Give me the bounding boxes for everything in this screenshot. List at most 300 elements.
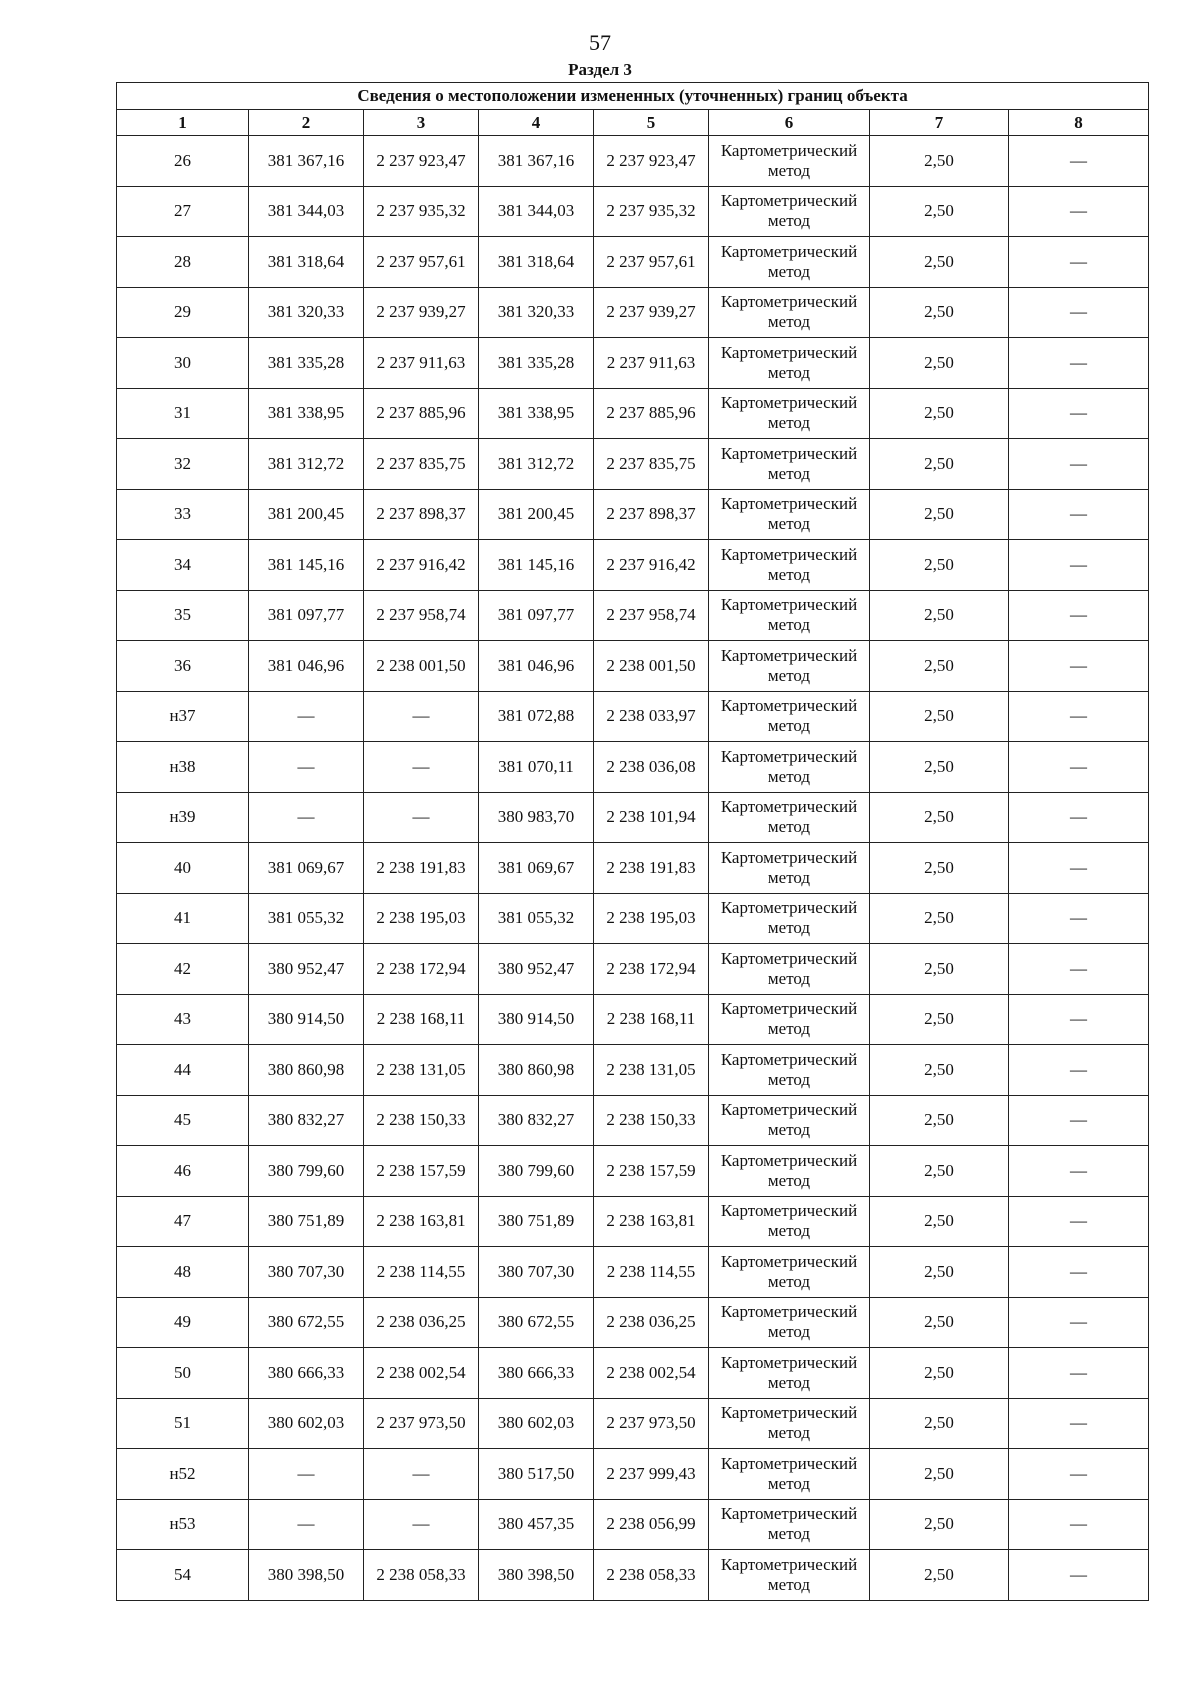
x-new-cell: 380 799,60 bbox=[479, 1146, 594, 1197]
description-cell: — bbox=[1009, 590, 1149, 641]
description-cell: — bbox=[1009, 641, 1149, 692]
x-existing-cell: — bbox=[249, 1449, 364, 1500]
method-text: Картометрический метод bbox=[720, 1504, 858, 1544]
y-new-cell: 2 237 973,50 bbox=[594, 1398, 709, 1449]
method-text: Картометрический метод bbox=[720, 645, 858, 685]
y-new-cell: 2 238 195,03 bbox=[594, 893, 709, 944]
accuracy-cell: 2,50 bbox=[870, 1095, 1009, 1146]
method-cell bbox=[709, 186, 870, 237]
method-text: Картометрический метод bbox=[720, 140, 858, 180]
table-row bbox=[117, 1247, 1149, 1298]
y-existing-cell: 2 237 939,27 bbox=[364, 287, 479, 338]
x-new-cell: 381 344,03 bbox=[479, 186, 594, 237]
method-text: Картометрический метод bbox=[720, 1150, 858, 1190]
method-text: Картометрический метод bbox=[720, 393, 858, 433]
method-cell bbox=[709, 994, 870, 1045]
x-new-cell: 381 320,33 bbox=[479, 287, 594, 338]
point-number-cell: 49 bbox=[117, 1297, 249, 1348]
method-cell bbox=[709, 1449, 870, 1500]
method-cell bbox=[709, 1499, 870, 1550]
accuracy-cell: 2,50 bbox=[870, 1196, 1009, 1247]
x-new-cell: 381 055,32 bbox=[479, 893, 594, 944]
x-new-cell: 380 517,50 bbox=[479, 1449, 594, 1500]
y-existing-cell: 2 237 935,32 bbox=[364, 186, 479, 237]
x-new-cell: 380 707,30 bbox=[479, 1247, 594, 1298]
x-new-cell: 380 914,50 bbox=[479, 994, 594, 1045]
table-row bbox=[117, 641, 1149, 692]
accuracy-cell: 2,50 bbox=[870, 338, 1009, 389]
x-new-cell: 381 200,45 bbox=[479, 489, 594, 540]
method-cell bbox=[709, 893, 870, 944]
method-cell bbox=[709, 237, 870, 288]
table-row bbox=[117, 691, 1149, 742]
point-number-cell: 28 bbox=[117, 237, 249, 288]
y-new-cell: 2 237 999,43 bbox=[594, 1449, 709, 1500]
point-number-cell: 30 bbox=[117, 338, 249, 389]
y-new-cell: 2 238 131,05 bbox=[594, 1045, 709, 1096]
x-existing-cell: 381 312,72 bbox=[249, 439, 364, 490]
y-new-cell: 2 238 114,55 bbox=[594, 1247, 709, 1298]
table-row bbox=[117, 388, 1149, 439]
y-existing-cell: 2 237 957,61 bbox=[364, 237, 479, 288]
description-cell: — bbox=[1009, 1449, 1149, 1500]
point-number-cell: 26 bbox=[117, 136, 249, 187]
accuracy-cell: 2,50 bbox=[870, 1499, 1009, 1550]
x-new-cell: 381 070,11 bbox=[479, 742, 594, 793]
accuracy-cell: 2,50 bbox=[870, 287, 1009, 338]
column-header: 7 bbox=[870, 110, 1009, 136]
x-existing-cell: 380 398,50 bbox=[249, 1550, 364, 1601]
description-cell: — bbox=[1009, 136, 1149, 187]
accuracy-cell: 2,50 bbox=[870, 1348, 1009, 1399]
description-cell: — bbox=[1009, 893, 1149, 944]
method-text: Картометрический метод bbox=[720, 1453, 858, 1493]
method-cell bbox=[709, 1550, 870, 1601]
x-existing-cell: — bbox=[249, 742, 364, 793]
y-new-cell: 2 237 958,74 bbox=[594, 590, 709, 641]
x-existing-cell: 381 318,64 bbox=[249, 237, 364, 288]
x-new-cell: 380 860,98 bbox=[479, 1045, 594, 1096]
x-new-cell: 380 398,50 bbox=[479, 1550, 594, 1601]
y-existing-cell: 2 237 898,37 bbox=[364, 489, 479, 540]
accuracy-cell: 2,50 bbox=[870, 1449, 1009, 1500]
y-existing-cell: 2 237 911,63 bbox=[364, 338, 479, 389]
description-cell: — bbox=[1009, 388, 1149, 439]
accuracy-cell: 2,50 bbox=[870, 439, 1009, 490]
point-number-cell: 42 bbox=[117, 944, 249, 995]
method-cell bbox=[709, 540, 870, 591]
method-text: Картометрический метод bbox=[720, 1251, 858, 1291]
x-existing-cell: 381 145,16 bbox=[249, 540, 364, 591]
method-cell bbox=[709, 1146, 870, 1197]
y-existing-cell: 2 238 002,54 bbox=[364, 1348, 479, 1399]
y-new-cell: 2 237 885,96 bbox=[594, 388, 709, 439]
column-header: 8 bbox=[1009, 110, 1149, 136]
y-existing-cell: 2 238 172,94 bbox=[364, 944, 479, 995]
y-new-cell: 2 237 935,32 bbox=[594, 186, 709, 237]
y-new-cell: 2 237 923,47 bbox=[594, 136, 709, 187]
point-number-cell: 36 bbox=[117, 641, 249, 692]
page-number: 57 bbox=[589, 30, 611, 55]
description-cell: — bbox=[1009, 1297, 1149, 1348]
point-number-cell: 41 bbox=[117, 893, 249, 944]
y-new-cell: 2 238 036,08 bbox=[594, 742, 709, 793]
y-new-cell: 2 238 191,83 bbox=[594, 843, 709, 894]
accuracy-cell: 2,50 bbox=[870, 1550, 1009, 1601]
description-cell: — bbox=[1009, 742, 1149, 793]
column-header: 4 bbox=[479, 110, 594, 136]
y-new-cell: 2 238 033,97 bbox=[594, 691, 709, 742]
x-existing-cell: 380 799,60 bbox=[249, 1146, 364, 1197]
description-cell: — bbox=[1009, 237, 1149, 288]
table-row bbox=[117, 1449, 1149, 1500]
method-text: Картометрический метод bbox=[720, 1049, 858, 1089]
y-new-cell: 2 238 001,50 bbox=[594, 641, 709, 692]
x-existing-cell: 381 367,16 bbox=[249, 136, 364, 187]
y-existing-cell: 2 238 131,05 bbox=[364, 1045, 479, 1096]
point-number-cell: 44 bbox=[117, 1045, 249, 1096]
x-existing-cell: 381 338,95 bbox=[249, 388, 364, 439]
x-new-cell: 381 072,88 bbox=[479, 691, 594, 742]
table-row bbox=[117, 843, 1149, 894]
accuracy-cell: 2,50 bbox=[870, 388, 1009, 439]
section-title: Раздел 3 bbox=[568, 60, 632, 79]
y-new-cell: 2 237 898,37 bbox=[594, 489, 709, 540]
x-existing-cell: — bbox=[249, 691, 364, 742]
y-new-cell: 2 237 939,27 bbox=[594, 287, 709, 338]
description-cell: — bbox=[1009, 792, 1149, 843]
accuracy-cell: 2,50 bbox=[870, 1045, 1009, 1096]
x-new-cell: 380 832,27 bbox=[479, 1095, 594, 1146]
y-existing-cell: 2 238 001,50 bbox=[364, 641, 479, 692]
column-header: 3 bbox=[364, 110, 479, 136]
y-new-cell: 2 238 172,94 bbox=[594, 944, 709, 995]
x-new-cell: 380 983,70 bbox=[479, 792, 594, 843]
y-existing-cell: — bbox=[364, 1499, 479, 1550]
x-existing-cell: 381 344,03 bbox=[249, 186, 364, 237]
x-new-cell: 380 672,55 bbox=[479, 1297, 594, 1348]
point-number-cell: 29 bbox=[117, 287, 249, 338]
method-text: Картометрический метод bbox=[720, 898, 858, 938]
x-existing-cell: 381 069,67 bbox=[249, 843, 364, 894]
point-number-cell: 33 bbox=[117, 489, 249, 540]
y-existing-cell: 2 238 157,59 bbox=[364, 1146, 479, 1197]
x-existing-cell: 381 200,45 bbox=[249, 489, 364, 540]
method-cell bbox=[709, 136, 870, 187]
method-cell bbox=[709, 439, 870, 490]
description-cell: — bbox=[1009, 287, 1149, 338]
method-text: Картометрический метод bbox=[720, 494, 858, 534]
y-new-cell: 2 238 002,54 bbox=[594, 1348, 709, 1399]
accuracy-cell: 2,50 bbox=[870, 540, 1009, 591]
accuracy-cell: 2,50 bbox=[870, 843, 1009, 894]
description-cell: — bbox=[1009, 489, 1149, 540]
x-existing-cell: 381 097,77 bbox=[249, 590, 364, 641]
y-existing-cell: 2 238 191,83 bbox=[364, 843, 479, 894]
x-existing-cell: 380 914,50 bbox=[249, 994, 364, 1045]
x-existing-cell: 380 751,89 bbox=[249, 1196, 364, 1247]
y-existing-cell: 2 237 885,96 bbox=[364, 388, 479, 439]
method-text: Картометрический метод bbox=[720, 1352, 858, 1392]
y-existing-cell: 2 237 835,75 bbox=[364, 439, 479, 490]
point-number-cell: н53 bbox=[117, 1499, 249, 1550]
table-row bbox=[117, 1297, 1149, 1348]
y-new-cell: 2 237 911,63 bbox=[594, 338, 709, 389]
table-row bbox=[117, 237, 1149, 288]
method-cell bbox=[709, 742, 870, 793]
point-number-cell: 43 bbox=[117, 994, 249, 1045]
method-cell bbox=[709, 843, 870, 894]
x-existing-cell: 380 602,03 bbox=[249, 1398, 364, 1449]
table-row bbox=[117, 792, 1149, 843]
method-cell bbox=[709, 944, 870, 995]
method-text: Картометрический метод bbox=[720, 443, 858, 483]
table-body bbox=[117, 136, 1149, 1601]
description-cell: — bbox=[1009, 691, 1149, 742]
y-existing-cell: 2 237 916,42 bbox=[364, 540, 479, 591]
table-row bbox=[117, 540, 1149, 591]
y-new-cell: 2 238 101,94 bbox=[594, 792, 709, 843]
x-existing-cell: 380 952,47 bbox=[249, 944, 364, 995]
description-cell: — bbox=[1009, 338, 1149, 389]
table-row bbox=[117, 1146, 1149, 1197]
x-existing-cell: 380 672,55 bbox=[249, 1297, 364, 1348]
y-new-cell: 2 237 835,75 bbox=[594, 439, 709, 490]
x-existing-cell: 381 320,33 bbox=[249, 287, 364, 338]
method-cell bbox=[709, 792, 870, 843]
method-cell bbox=[709, 1348, 870, 1399]
description-cell: — bbox=[1009, 944, 1149, 995]
y-new-cell: 2 238 163,81 bbox=[594, 1196, 709, 1247]
description-cell: — bbox=[1009, 540, 1149, 591]
x-new-cell: 381 318,64 bbox=[479, 237, 594, 288]
table-caption-row bbox=[117, 83, 1149, 110]
method-text: Картометрический метод bbox=[720, 241, 858, 281]
x-new-cell: 381 312,72 bbox=[479, 439, 594, 490]
accuracy-cell: 2,50 bbox=[870, 742, 1009, 793]
method-text: Картометрический метод bbox=[720, 1403, 858, 1443]
table-row bbox=[117, 1095, 1149, 1146]
x-existing-cell: 381 046,96 bbox=[249, 641, 364, 692]
column-header-row bbox=[117, 110, 1149, 136]
y-existing-cell: 2 238 114,55 bbox=[364, 1247, 479, 1298]
x-existing-cell: 381 335,28 bbox=[249, 338, 364, 389]
table-row bbox=[117, 1348, 1149, 1399]
accuracy-cell: 2,50 bbox=[870, 792, 1009, 843]
method-text: Картометрический метод bbox=[720, 1554, 858, 1594]
point-number-cell: н37 bbox=[117, 691, 249, 742]
point-number-cell: 48 bbox=[117, 1247, 249, 1298]
point-number-cell: 35 bbox=[117, 590, 249, 641]
x-new-cell: 380 666,33 bbox=[479, 1348, 594, 1399]
y-existing-cell: 2 238 036,25 bbox=[364, 1297, 479, 1348]
y-new-cell: 2 238 058,33 bbox=[594, 1550, 709, 1601]
table-row bbox=[117, 1196, 1149, 1247]
method-text: Картометрический метод bbox=[720, 1100, 858, 1140]
point-number-cell: 51 bbox=[117, 1398, 249, 1449]
boundary-coordinates-table bbox=[116, 82, 1149, 1601]
table-row bbox=[117, 1499, 1149, 1550]
method-cell bbox=[709, 1247, 870, 1298]
x-new-cell: 381 097,77 bbox=[479, 590, 594, 641]
point-number-cell: 34 bbox=[117, 540, 249, 591]
description-cell: — bbox=[1009, 1499, 1149, 1550]
x-existing-cell: 380 707,30 bbox=[249, 1247, 364, 1298]
method-text: Картометрический метод bbox=[720, 544, 858, 584]
accuracy-cell: 2,50 bbox=[870, 136, 1009, 187]
method-text: Картометрический метод bbox=[720, 595, 858, 635]
y-new-cell: 2 238 150,33 bbox=[594, 1095, 709, 1146]
point-number-cell: 32 bbox=[117, 439, 249, 490]
y-existing-cell: 2 237 973,50 bbox=[364, 1398, 479, 1449]
x-existing-cell: 381 055,32 bbox=[249, 893, 364, 944]
description-cell: — bbox=[1009, 186, 1149, 237]
x-existing-cell: 380 860,98 bbox=[249, 1045, 364, 1096]
table-row bbox=[117, 742, 1149, 793]
y-existing-cell: — bbox=[364, 742, 479, 793]
description-cell: — bbox=[1009, 1095, 1149, 1146]
point-number-cell: 46 bbox=[117, 1146, 249, 1197]
table-row bbox=[117, 489, 1149, 540]
method-text: Картометрический метод bbox=[720, 342, 858, 382]
method-cell bbox=[709, 287, 870, 338]
y-new-cell: 2 238 056,99 bbox=[594, 1499, 709, 1550]
point-number-cell: 40 bbox=[117, 843, 249, 894]
y-existing-cell: 2 237 923,47 bbox=[364, 136, 479, 187]
y-existing-cell: — bbox=[364, 1449, 479, 1500]
description-cell: — bbox=[1009, 1550, 1149, 1601]
x-new-cell: 381 367,16 bbox=[479, 136, 594, 187]
column-header: 1 bbox=[117, 110, 249, 136]
accuracy-cell: 2,50 bbox=[870, 237, 1009, 288]
point-number-cell: 31 bbox=[117, 388, 249, 439]
y-existing-cell: 2 238 163,81 bbox=[364, 1196, 479, 1247]
table-row bbox=[117, 893, 1149, 944]
accuracy-cell: 2,50 bbox=[870, 1398, 1009, 1449]
table-row bbox=[117, 1398, 1149, 1449]
column-header: 2 bbox=[249, 110, 364, 136]
method-cell bbox=[709, 1196, 870, 1247]
accuracy-cell: 2,50 bbox=[870, 1146, 1009, 1197]
method-text: Картометрический метод bbox=[720, 847, 858, 887]
x-new-cell: 381 338,95 bbox=[479, 388, 594, 439]
x-existing-cell: 380 666,33 bbox=[249, 1348, 364, 1399]
description-cell: — bbox=[1009, 1045, 1149, 1096]
point-number-cell: н38 bbox=[117, 742, 249, 793]
description-cell: — bbox=[1009, 994, 1149, 1045]
method-text: Картометрический метод bbox=[720, 948, 858, 988]
accuracy-cell: 2,50 bbox=[870, 186, 1009, 237]
method-cell bbox=[709, 1095, 870, 1146]
point-number-cell: н39 bbox=[117, 792, 249, 843]
method-cell bbox=[709, 1297, 870, 1348]
method-cell bbox=[709, 1045, 870, 1096]
table-row bbox=[117, 994, 1149, 1045]
column-header: 5 bbox=[594, 110, 709, 136]
method-text: Картометрический метод bbox=[720, 797, 858, 837]
description-cell: — bbox=[1009, 1398, 1149, 1449]
method-text: Картометрический метод bbox=[720, 999, 858, 1039]
y-new-cell: 2 237 916,42 bbox=[594, 540, 709, 591]
x-existing-cell: 380 832,27 bbox=[249, 1095, 364, 1146]
x-new-cell: 381 046,96 bbox=[479, 641, 594, 692]
accuracy-cell: 2,50 bbox=[870, 691, 1009, 742]
table-row bbox=[117, 590, 1149, 641]
accuracy-cell: 2,50 bbox=[870, 641, 1009, 692]
x-new-cell: 381 069,67 bbox=[479, 843, 594, 894]
column-header: 6 bbox=[709, 110, 870, 136]
description-cell: — bbox=[1009, 1348, 1149, 1399]
x-new-cell: 381 145,16 bbox=[479, 540, 594, 591]
y-new-cell: 2 238 168,11 bbox=[594, 994, 709, 1045]
accuracy-cell: 2,50 bbox=[870, 893, 1009, 944]
description-cell: — bbox=[1009, 1146, 1149, 1197]
y-existing-cell: 2 238 168,11 bbox=[364, 994, 479, 1045]
table-row bbox=[117, 1550, 1149, 1601]
table-row bbox=[117, 439, 1149, 490]
x-new-cell: 380 952,47 bbox=[479, 944, 594, 995]
table-row bbox=[117, 186, 1149, 237]
description-cell: — bbox=[1009, 439, 1149, 490]
description-cell: — bbox=[1009, 1247, 1149, 1298]
method-text: Картометрический метод bbox=[720, 1302, 858, 1342]
method-text: Картометрический метод bbox=[720, 746, 858, 786]
y-existing-cell: 2 237 958,74 bbox=[364, 590, 479, 641]
method-text: Картометрический метод bbox=[720, 292, 858, 332]
description-cell: — bbox=[1009, 843, 1149, 894]
y-existing-cell: — bbox=[364, 792, 479, 843]
point-number-cell: н52 bbox=[117, 1449, 249, 1500]
method-cell bbox=[709, 1398, 870, 1449]
method-cell bbox=[709, 641, 870, 692]
y-new-cell: 2 238 157,59 bbox=[594, 1146, 709, 1197]
point-number-cell: 27 bbox=[117, 186, 249, 237]
method-cell bbox=[709, 489, 870, 540]
y-existing-cell: 2 238 058,33 bbox=[364, 1550, 479, 1601]
method-text: Картометрический метод bbox=[720, 696, 858, 736]
x-new-cell: 380 457,35 bbox=[479, 1499, 594, 1550]
method-cell bbox=[709, 388, 870, 439]
y-existing-cell: 2 238 195,03 bbox=[364, 893, 479, 944]
point-number-cell: 45 bbox=[117, 1095, 249, 1146]
table-row bbox=[117, 1045, 1149, 1096]
accuracy-cell: 2,50 bbox=[870, 489, 1009, 540]
x-new-cell: 380 602,03 bbox=[479, 1398, 594, 1449]
y-existing-cell: 2 238 150,33 bbox=[364, 1095, 479, 1146]
method-cell bbox=[709, 338, 870, 389]
accuracy-cell: 2,50 bbox=[870, 944, 1009, 995]
method-cell bbox=[709, 590, 870, 641]
method-text: Картометрический метод bbox=[720, 191, 858, 231]
y-new-cell: 2 237 957,61 bbox=[594, 237, 709, 288]
y-existing-cell: — bbox=[364, 691, 479, 742]
point-number-cell: 54 bbox=[117, 1550, 249, 1601]
accuracy-cell: 2,50 bbox=[870, 1297, 1009, 1348]
point-number-cell: 50 bbox=[117, 1348, 249, 1399]
table-row bbox=[117, 287, 1149, 338]
y-new-cell: 2 238 036,25 bbox=[594, 1297, 709, 1348]
x-existing-cell: — bbox=[249, 1499, 364, 1550]
description-cell: — bbox=[1009, 1196, 1149, 1247]
x-new-cell: 380 751,89 bbox=[479, 1196, 594, 1247]
table-row bbox=[117, 136, 1149, 187]
accuracy-cell: 2,50 bbox=[870, 1247, 1009, 1298]
method-cell bbox=[709, 691, 870, 742]
accuracy-cell: 2,50 bbox=[870, 590, 1009, 641]
table-row bbox=[117, 338, 1149, 389]
x-new-cell: 381 335,28 bbox=[479, 338, 594, 389]
point-number-cell: 47 bbox=[117, 1196, 249, 1247]
